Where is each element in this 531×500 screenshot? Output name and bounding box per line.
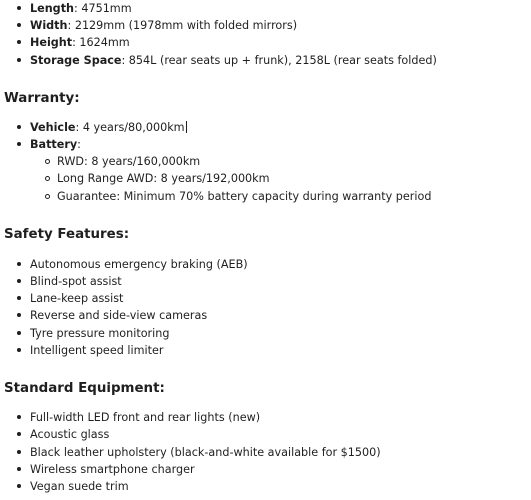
bullet-icon — [17, 432, 21, 436]
bullet-icon — [17, 40, 21, 44]
bullet-icon — [17, 467, 21, 471]
bullet-icon — [17, 484, 21, 488]
bullet-icon — [17, 279, 21, 283]
spec-key: Width — [30, 19, 68, 32]
text-cursor — [186, 121, 187, 133]
bullet-icon — [17, 262, 21, 266]
circle-bullet-icon — [45, 159, 50, 164]
warranty-heading: Warranty: — [4, 91, 80, 106]
bullet-icon — [17, 125, 21, 129]
bullet-icon — [17, 142, 21, 146]
bullet-icon — [17, 450, 21, 454]
warranty-vehicle-value: : 4 years/80,000km — [75, 121, 185, 134]
spec-value: : 1624mm — [72, 36, 130, 49]
spec-key: Height — [30, 36, 73, 49]
bullet-icon — [17, 58, 21, 62]
spec-key: Length — [30, 2, 75, 15]
safety-heading: Safety Features: — [4, 227, 130, 242]
circle-bullet-icon — [45, 176, 50, 181]
bullet-icon — [17, 296, 21, 300]
spec-value: : 4751mm — [74, 2, 132, 15]
warranty-battery-suffix: : — [77, 138, 81, 151]
bullet-icon — [17, 6, 21, 10]
warranty-battery-key: Battery — [30, 138, 78, 151]
spec-key: Storage Space — [30, 54, 122, 67]
circle-bullet-icon — [45, 194, 50, 199]
bullet-icon — [17, 23, 21, 27]
battery-item: Long Range AWD: 8 years/192,000km — [57, 172, 270, 185]
warranty-vehicle-key: Vehicle — [30, 121, 76, 134]
spec-value: : 854L (rear seats up + frunk), 2158L (rear seats folded) — [121, 54, 437, 67]
bullet-icon — [17, 313, 21, 317]
battery-item: Guarantee: Minimum 70% battery capacity during warranty period — [57, 190, 432, 203]
bullet-icon — [17, 331, 21, 335]
bullet-icon — [17, 348, 21, 352]
battery-item: RWD: 8 years/160,000km — [57, 155, 201, 168]
spec-value: : 2129mm (1978mm with folded mirrors) — [67, 19, 298, 32]
bullet-icon — [17, 415, 21, 419]
equipment-heading: Standard Equipment: — [4, 381, 165, 396]
